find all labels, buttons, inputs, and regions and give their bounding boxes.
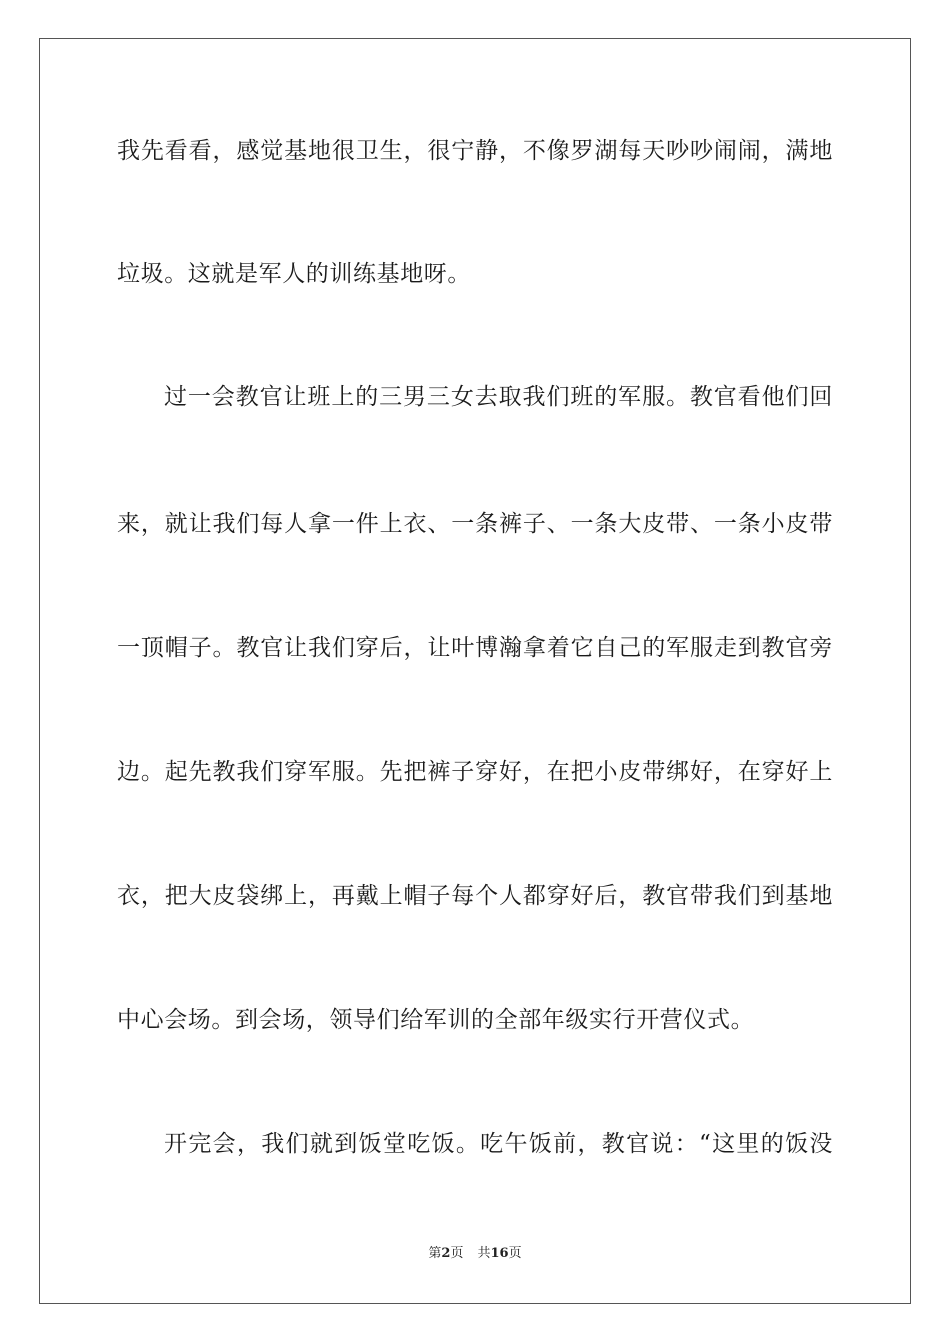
body-text-line: 来，就让我们每人拿一件上衣、一条裤子、一条大皮带、一条小皮带 <box>117 511 833 537</box>
page-border <box>39 38 911 1304</box>
body-text-line: 过一会教官让班上的三男三女去取我们班的军服。教官看他们回 <box>164 384 833 410</box>
footer-total-suffix: 页 <box>508 1246 522 1261</box>
page-footer <box>0 1245 950 1263</box>
body-text-line: 中心会场。到会场，领导们给军训的全部年级实行开营仪式。 <box>117 1007 755 1033</box>
body-text-line: 边。起先教我们穿军服。先把裤子穿好，在把小皮带绑好，在穿好上 <box>117 759 833 785</box>
body-text-line: 垃圾。这就是军人的训练基地呀。 <box>117 261 471 287</box>
footer-page-prefix: 第 <box>428 1246 442 1261</box>
body-text-line: 一顶帽子。教官让我们穿后，让叶博瀚拿着它自己的军服走到教官旁 <box>117 635 833 661</box>
footer-total-pages: 16 <box>490 1246 509 1261</box>
body-text-line: 开完会，我们就到饭堂吃饭。吃午饭前，教官说：“这里的饭没 <box>164 1131 833 1157</box>
body-text-line: 衣，把大皮袋绑上，再戴上帽子每个人都穿好后，教官带我们到基地 <box>117 883 833 909</box>
footer-page-suffix: 页 <box>450 1246 464 1261</box>
body-text-line: 我先看看，感觉基地很卫生，很宁静，不像罗湖每天吵吵闹闹，满地 <box>117 138 833 164</box>
footer-page-number: 2 <box>441 1246 451 1261</box>
footer-total-prefix: 共 <box>477 1246 491 1261</box>
